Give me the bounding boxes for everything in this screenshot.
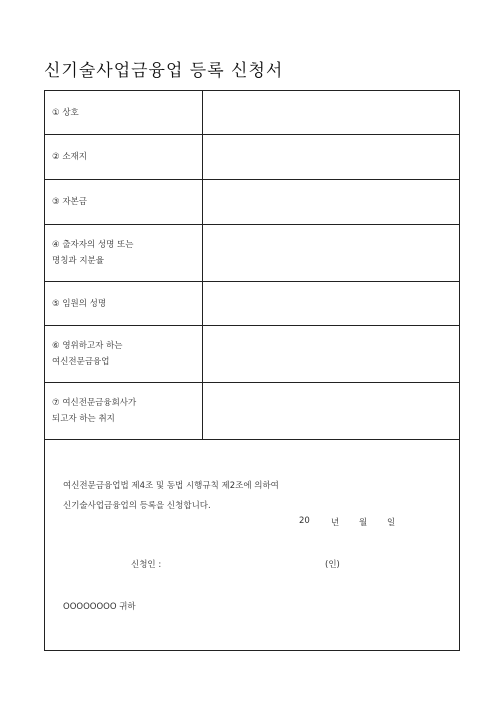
row-label-line: 되고자 하는 취지: [52, 414, 115, 424]
date-year-unit: 년: [331, 518, 340, 528]
company-name-field[interactable]: [203, 91, 459, 134]
form-row-purpose: [45, 383, 459, 440]
row-label-line: ② 소재지: [52, 152, 87, 162]
form-row-executives: [45, 282, 459, 326]
row-label-line: ① 상호: [52, 107, 79, 118]
document-title: 신기술사업금융업 등록 신청서: [44, 61, 284, 81]
investors-field[interactable]: [203, 225, 459, 281]
row-label-line: ⑦ 여신전문금융회사가: [52, 398, 137, 408]
form-row-address: [45, 135, 459, 180]
form-row-business-type: [45, 326, 459, 383]
application-form: [44, 90, 460, 651]
capital-field[interactable]: [203, 180, 459, 224]
row-label-line: ⑤ 임원의 성명: [52, 298, 107, 309]
statement-line-1: 여신전문금융업법 제4조 및 동법 시행규칙 제2조에 의하여: [63, 481, 279, 491]
address-field[interactable]: [203, 135, 459, 179]
row-label-line: 명칭과 지분율: [52, 256, 104, 266]
row-label: [45, 225, 203, 281]
recipient: OOOOOOOO 귀하: [63, 602, 136, 612]
row-label: [45, 91, 203, 134]
form-row-investors: [45, 225, 459, 282]
row-label-line: 여신전문금융업: [52, 357, 110, 367]
applicant-label: 신청인 :: [131, 560, 162, 570]
row-label-line: ④ 출자자의 성명 또는: [52, 240, 134, 250]
business-type-field[interactable]: [203, 326, 459, 382]
row-label: [45, 180, 203, 224]
date-year[interactable]: 20: [299, 516, 310, 526]
purpose-field[interactable]: [203, 383, 459, 439]
row-label: [45, 383, 203, 439]
seal-mark: (인): [325, 560, 340, 570]
row-label: [45, 326, 203, 382]
executives-field[interactable]: [203, 282, 459, 325]
date-month-unit: 월: [359, 518, 368, 528]
form-row-company-name: [45, 91, 459, 135]
row-label: [45, 135, 203, 179]
date-day-unit: 일: [387, 518, 396, 528]
row-label-line: ⑥ 영위하고자 하는: [52, 341, 123, 351]
statement-line-2: 신기술사업금융업의 등록을 신청합니다.: [63, 501, 211, 511]
row-label-line: ③ 자본금: [52, 197, 87, 207]
row-label: [45, 282, 203, 325]
form-row-capital: [45, 180, 459, 225]
